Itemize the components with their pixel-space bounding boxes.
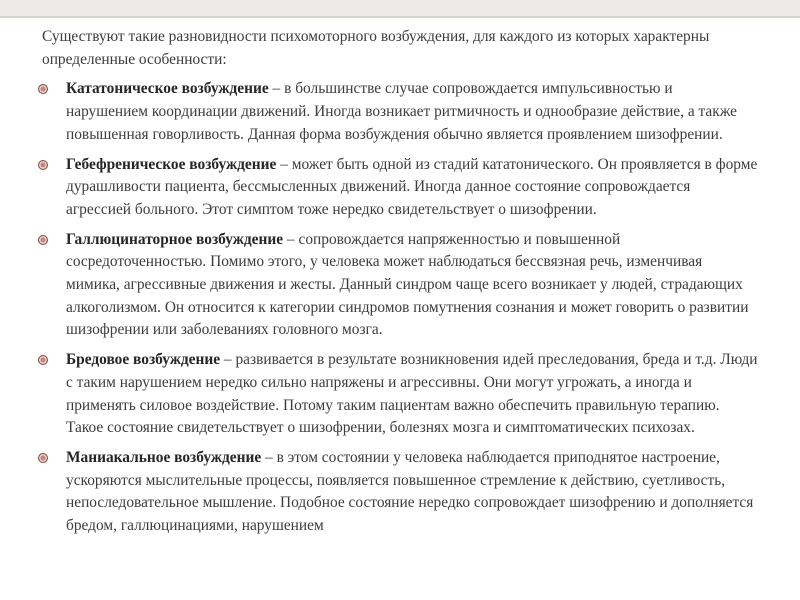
item-term: Гебефреническое возбуждение [66, 155, 277, 173]
item-text: – развивается в результате возникновения идей преследования, бреда и т.д. Люди с таким нарушением нередко сильно напряжены и агрессивны. Они могут угрожать, а иногда и применять силовое воздействие. Потому таким пациентам важно обеспечить правильную терапию. Такое состояние свидетельствует о шизофрении, болезнях мозга и симптоматических психозах. [66, 351, 758, 437]
bullet-icon [38, 160, 48, 170]
list-item [38, 78, 758, 146]
slide-content [38, 26, 758, 545]
item-term: Бредовое возбуждение [66, 351, 221, 369]
bullet-icon [38, 235, 48, 245]
item-term: Кататоническое возбуждение [66, 80, 269, 98]
list-item [38, 154, 758, 222]
item-text: – в этом состоянии у человека наблюдается приподнятое настроение, ускоряются мыслительные процессы, появляется повышенное стремление к действию, суетливость, непоследовательное мышление. Подобное состояние нередко сопровождает шизофрению и дополняется бредом, галлюцинациями, нарушением [66, 448, 754, 535]
top-band-divider [0, 16, 800, 18]
item-term: Галлюцинаторное возбуждение [66, 230, 284, 248]
bullet-list [38, 78, 758, 537]
item-text: – сопровождается напряженностью и повышенной сосредоточенностью. Помимо этого, у человека может наблюдаться бессвязная речь, изменчивая мимика, агрессивные движения и жесты. Данный синдром чаще всего возникает у людей, страдающих алкоголизмом. Он относится к категории синдромов помутнения сознания и может говорить о развитии шизофрении или заболеваниях головного мозга. [66, 230, 749, 339]
bullet-icon [38, 84, 48, 94]
list-item [38, 229, 758, 343]
list-item [38, 447, 758, 538]
list-item [38, 349, 758, 440]
intro-paragraph: Существуют такие разновидности психомоторного возбуждения, для каждого из которых характерны определенные особенности: [42, 28, 710, 68]
item-term: Маниакальное возбуждение [66, 448, 262, 466]
item-text: – может быть одной из стадий кататонического. Он проявляется в форме дурашливости пациента, бессмысленных движений. Иногда данное состояние сопровождается агрессией больного. Этот симптом тоже нередко свидетельствует о шизофрении. [66, 155, 758, 218]
bullet-icon [38, 355, 48, 365]
top-band [0, 0, 800, 16]
bullet-icon [38, 453, 48, 463]
item-text: – в большинстве случае сопровождается импульсивностью и нарушением координации движений. Иногда возникает ритмичность и однообразие действие, а также повышенная говорливость. Данная форма возбуждения обычно является проявлением шизофрении. [66, 80, 737, 143]
